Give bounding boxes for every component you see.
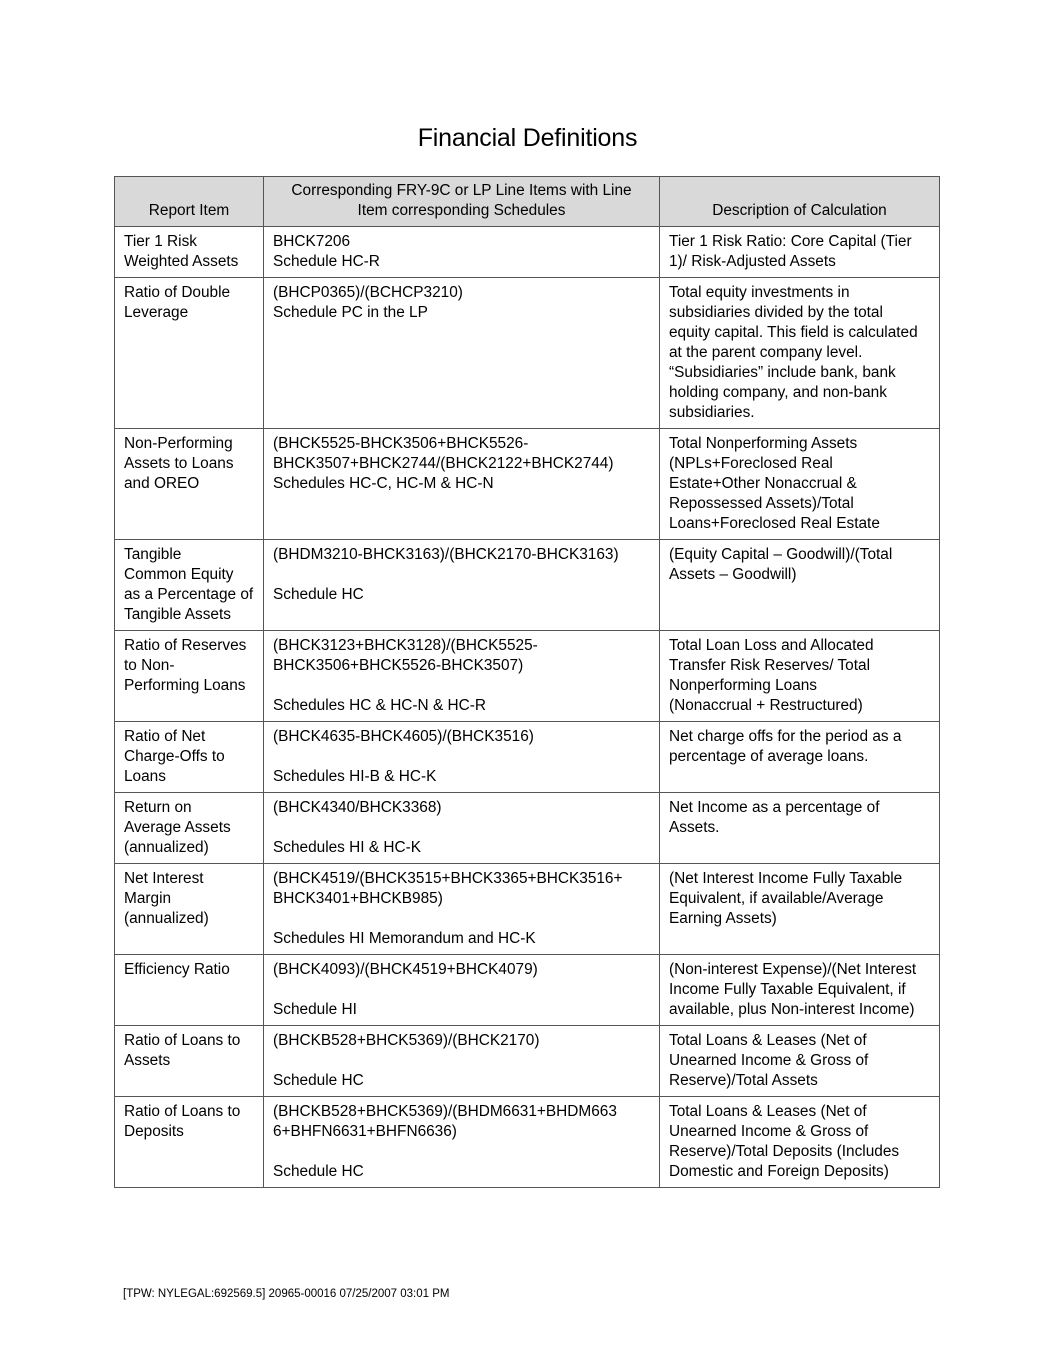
report-item-line: Ratio of Loans to	[124, 1103, 241, 1120]
report-item-line: as a Percentage of	[124, 586, 254, 603]
formula-line: BHCK3507+BHCK2744/(BHCK2122+BHCK2744)	[273, 455, 614, 472]
report-item-cell	[115, 793, 264, 864]
formula-line: (BHCK5525-BHCK3506+BHCK5526-	[273, 435, 529, 452]
table-row	[115, 955, 940, 1026]
line-items-cell	[264, 864, 660, 955]
line-items-cell	[264, 278, 660, 429]
table-row	[115, 864, 940, 955]
table-row	[115, 631, 940, 722]
header-line-items	[264, 177, 660, 227]
formula-line: (BHCK3123+BHCK3128)/(BHCK5525-	[273, 637, 538, 654]
schedule-line: Schedules HI & HC-K	[273, 839, 421, 856]
report-item-cell	[115, 864, 264, 955]
description-line: Assets – Goodwill)	[669, 566, 797, 583]
table-row	[115, 429, 940, 540]
description-cell	[660, 540, 940, 631]
description-line: Assets.	[669, 819, 720, 836]
report-item-line: Leverage	[124, 304, 189, 321]
description-line: subsidiaries.	[669, 404, 755, 421]
report-item-cell	[115, 1097, 264, 1188]
report-item-line: Ratio of Net	[124, 728, 206, 745]
report-item-cell	[115, 429, 264, 540]
description-line: percentage of average loans.	[669, 748, 869, 765]
description-line: Unearned Income & Gross of	[669, 1052, 869, 1069]
formula-line: (BHCK4519/(BHCK3515+BHCK3365+BHCK3516+	[273, 870, 623, 887]
description-line: Earning Assets)	[669, 910, 777, 927]
spacer	[273, 565, 650, 585]
report-item-line: Margin	[124, 890, 172, 907]
line-items-cell	[264, 793, 660, 864]
schedule-line: Schedule HC	[273, 1072, 364, 1089]
formula-line: (BHCK4635-BHCK4605)/(BHCK3516)	[273, 728, 534, 745]
description-line: Estate+Other Nonaccrual &	[669, 475, 857, 492]
description-line: Unearned Income & Gross of	[669, 1123, 869, 1140]
header-line-items-line: Item corresponding Schedules	[357, 202, 566, 219]
report-item-line: Charge-Offs to	[124, 748, 225, 765]
spacer	[273, 980, 650, 1000]
description-line: Total Loans & Leases (Net of	[669, 1103, 867, 1120]
description-line: (Nonaccrual + Restructured)	[669, 697, 863, 714]
line-items-cell	[264, 429, 660, 540]
report-item-line: Ratio of Loans to	[124, 1032, 241, 1049]
description-line: Total Loan Loss and Allocated	[669, 637, 874, 654]
schedule-line: Schedule PC in the LP	[273, 304, 428, 321]
formula-line: BHCK3506+BHCK5526-BHCK3507)	[273, 657, 524, 674]
report-item-line: Average Assets	[124, 819, 231, 836]
report-item-line: Ratio of Reserves	[124, 637, 247, 654]
table-row	[115, 540, 940, 631]
report-item-cell	[115, 722, 264, 793]
report-item-line: Deposits	[124, 1123, 184, 1140]
formula-line: BHCK7206	[273, 233, 350, 250]
formula-line: (BHDM3210-BHCK3163)/(BHCK2170-BHCK3163)	[273, 546, 619, 563]
description-line: subsidiaries divided by the total	[669, 304, 883, 321]
description-line: Net charge offs for the period as a	[669, 728, 902, 745]
report-item-line: Loans	[124, 768, 166, 785]
description-cell	[660, 722, 940, 793]
report-item-line: and OREO	[124, 475, 200, 492]
description-line: Nonperforming Loans	[669, 677, 818, 694]
table-row	[115, 722, 940, 793]
report-item-line: Return on	[124, 799, 192, 816]
description-line: 1)/ Risk-Adjusted Assets	[669, 253, 836, 270]
spacer	[273, 818, 650, 838]
document-footer: [TPW: NYLEGAL:692569.5] 20965-00016 07/25/2007 03:01 PM	[123, 1288, 450, 1300]
schedule-line: Schedule HC-R	[273, 253, 380, 270]
report-item-line: Common Equity	[124, 566, 234, 583]
description-line: (Net Interest Income Fully Taxable	[669, 870, 903, 887]
report-item-cell	[115, 227, 264, 278]
description-cell	[660, 227, 940, 278]
description-line: Net Income as a percentage of	[669, 799, 880, 816]
description-line: “Subsidiaries” include bank, bank	[669, 364, 896, 381]
description-line: Total equity investments in	[669, 284, 850, 301]
description-line: (Non-interest Expense)/(Net Interest	[669, 961, 917, 978]
description-cell	[660, 429, 940, 540]
formula-line: (BHCKB528+BHCK5369)/(BHCK2170)	[273, 1032, 540, 1049]
report-item-cell	[115, 540, 264, 631]
description-line: Total Nonperforming Assets	[669, 435, 858, 452]
schedule-line: Schedules HC & HC-N & HC-R	[273, 697, 486, 714]
description-cell	[660, 278, 940, 429]
description-line: Reserve)/Total Assets	[669, 1072, 818, 1089]
table-row	[115, 278, 940, 429]
report-item-line: Performing Loans	[124, 677, 246, 694]
page-title: Financial Definitions	[417, 124, 638, 152]
formula-line: BHCK3401+BHCKB985)	[273, 890, 443, 907]
line-items-cell	[264, 540, 660, 631]
spacer	[273, 1051, 650, 1071]
line-items-cell	[264, 955, 660, 1026]
report-item-cell	[115, 631, 264, 722]
line-items-cell	[264, 631, 660, 722]
report-item-line: (annualized)	[124, 910, 209, 927]
description-cell	[660, 793, 940, 864]
description-line: available, plus Non-interest Income)	[669, 1001, 915, 1018]
report-item-line: Efficiency Ratio	[124, 961, 230, 978]
table-row	[115, 227, 940, 278]
schedule-line: Schedules HI Memorandum and HC-K	[273, 930, 536, 947]
schedule-line: Schedules HC-C, HC-M & HC-N	[273, 475, 494, 492]
schedule-line: Schedule HC	[273, 1163, 364, 1180]
description-line: Income Fully Taxable Equivalent, if	[669, 981, 906, 998]
description-line: Total Loans & Leases (Net of	[669, 1032, 867, 1049]
description-line: (Equity Capital – Goodwill)/(Total	[669, 546, 893, 563]
spacer	[273, 1142, 650, 1162]
description-line: Reserve)/Total Deposits (Includes	[669, 1143, 900, 1160]
description-line: holding company, and non-bank	[669, 384, 887, 401]
report-item-line: Tangible Assets	[124, 606, 231, 623]
report-item-line: (annualized)	[124, 839, 209, 856]
formula-line: (BHCP0365)/(BCHCP3210)	[273, 284, 463, 301]
line-items-cell	[264, 722, 660, 793]
description-line: Loans+Foreclosed Real Estate	[669, 515, 880, 532]
report-item-line: Net Interest	[124, 870, 204, 887]
formula-line: 6+BHFN6631+BHFN6636)	[273, 1123, 457, 1140]
report-item-line: Assets to Loans	[124, 455, 234, 472]
report-item-line: to Non-	[124, 657, 175, 674]
report-item-line: Ratio of Double	[124, 284, 231, 301]
description-line: Tier 1 Risk Ratio: Core Capital (Tier	[669, 233, 912, 250]
schedule-line: Schedules HI-B & HC-K	[273, 768, 437, 785]
table-row	[115, 793, 940, 864]
spacer	[273, 909, 650, 929]
spacer	[273, 676, 650, 696]
header-line-items-line: Corresponding FRY-9C or LP Line Items with Line	[291, 182, 632, 199]
line-items-cell	[264, 1026, 660, 1097]
table-row	[115, 1026, 940, 1097]
formula-line: (BHCKB528+BHCK5369)/(BHDM6631+BHDM663	[273, 1103, 617, 1120]
report-item-line: Tier 1 Risk	[124, 233, 197, 250]
description-cell	[660, 955, 940, 1026]
line-items-cell	[264, 1097, 660, 1188]
table-row	[115, 1097, 940, 1188]
description-cell	[660, 864, 940, 955]
schedule-line: Schedule HC	[273, 586, 364, 603]
description-cell	[660, 1026, 940, 1097]
report-item-line: Non-Performing	[124, 435, 233, 452]
report-item-line: Weighted Assets	[124, 253, 239, 270]
table-body	[115, 227, 940, 1188]
financial-definitions-table	[114, 176, 940, 1188]
description-cell	[660, 1097, 940, 1188]
report-item-cell	[115, 278, 264, 429]
description-line: at the parent company level.	[669, 344, 863, 361]
formula-line: (BHCK4093)/(BHCK4519+BHCK4079)	[273, 961, 538, 978]
schedule-line: Schedule HI	[273, 1001, 357, 1018]
formula-line: (BHCK4340/BHCK3368)	[273, 799, 442, 816]
report-item-line: Assets	[124, 1052, 171, 1069]
description-line: Equivalent, if available/Average	[669, 890, 884, 907]
description-cell	[660, 631, 940, 722]
header-report-item: Report Item	[115, 177, 264, 227]
report-item-cell	[115, 1026, 264, 1097]
description-line: equity capital. This field is calculated	[669, 324, 918, 341]
header-description: Description of Calculation	[660, 177, 940, 227]
report-item-line: Tangible	[124, 546, 182, 563]
description-line: Domestic and Foreign Deposits)	[669, 1163, 889, 1180]
description-line: Repossessed Assets)/Total	[669, 495, 854, 512]
line-items-cell	[264, 227, 660, 278]
report-item-cell	[115, 955, 264, 1026]
description-line: Transfer Risk Reserves/ Total	[669, 657, 870, 674]
description-line: (NPLs+Foreclosed Real	[669, 455, 833, 472]
table-header-row	[115, 177, 940, 227]
spacer	[273, 747, 650, 767]
